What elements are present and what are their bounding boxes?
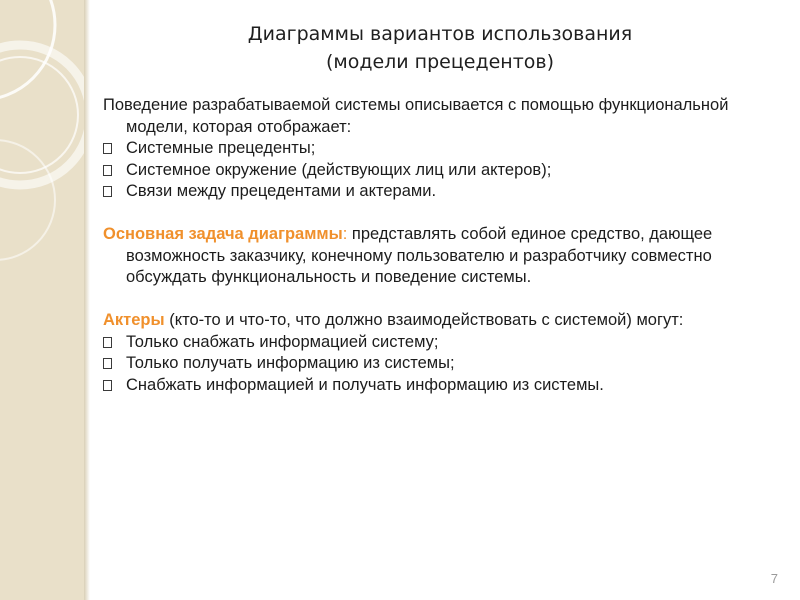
list-item-text: Системные прецеденты; (126, 139, 316, 157)
title-line-2: (модели прецедентов) (325, 51, 555, 73)
list-item-text: Только снабжать информацией систему; (126, 332, 439, 351)
task-colon: : (342, 225, 348, 243)
slide-title (210, 20, 670, 76)
task-paragraph (103, 224, 783, 289)
actors-label: Актеры (103, 311, 165, 329)
square-bullet-icon (103, 358, 112, 369)
square-bullet-icon (103, 186, 112, 197)
intro-paragraph: Поведение разрабатываемой системы описывается с помощью функциональной модели, которая отображает: (103, 96, 729, 136)
side-panel-edge (84, 0, 90, 600)
list-item (103, 181, 783, 203)
spacer (103, 289, 783, 311)
spacer (103, 203, 783, 225)
list-item-text: Снабжать информацией и получать информацию из системы. (126, 375, 604, 394)
list-item (103, 332, 783, 354)
decorative-side-panel (0, 0, 84, 600)
actors-paragraph (103, 310, 783, 332)
list-item (103, 353, 783, 375)
task-label: Основная задача диаграммы (103, 225, 343, 243)
square-bullet-icon (103, 165, 112, 176)
task-text: представлять собой единое средство, дающее возможность заказчику, конечному пользователю и разработчику совместно обсуждать функциональность и поведение системы. (126, 225, 713, 286)
page-number: 7 (770, 571, 778, 586)
list-item-text: Только получать информацию из системы; (126, 354, 455, 372)
square-bullet-icon (103, 337, 112, 348)
list-item (103, 138, 783, 160)
list-item-text: Связи между прецедентами и актерами. (126, 182, 437, 200)
square-bullet-icon (103, 143, 112, 154)
decorative-circles (0, 0, 84, 600)
actors-text: (кто-то и что-то, что должно взаимодействовать с системой) могут: (164, 311, 684, 329)
square-bullet-icon (103, 380, 112, 391)
list-item (103, 375, 783, 397)
list-item-text: Системное окружение (действующих лиц или актеров); (126, 160, 552, 179)
slide-content (103, 95, 783, 396)
list-item (103, 160, 783, 182)
title-line-1: Диаграммы вариантов использования (247, 23, 633, 45)
